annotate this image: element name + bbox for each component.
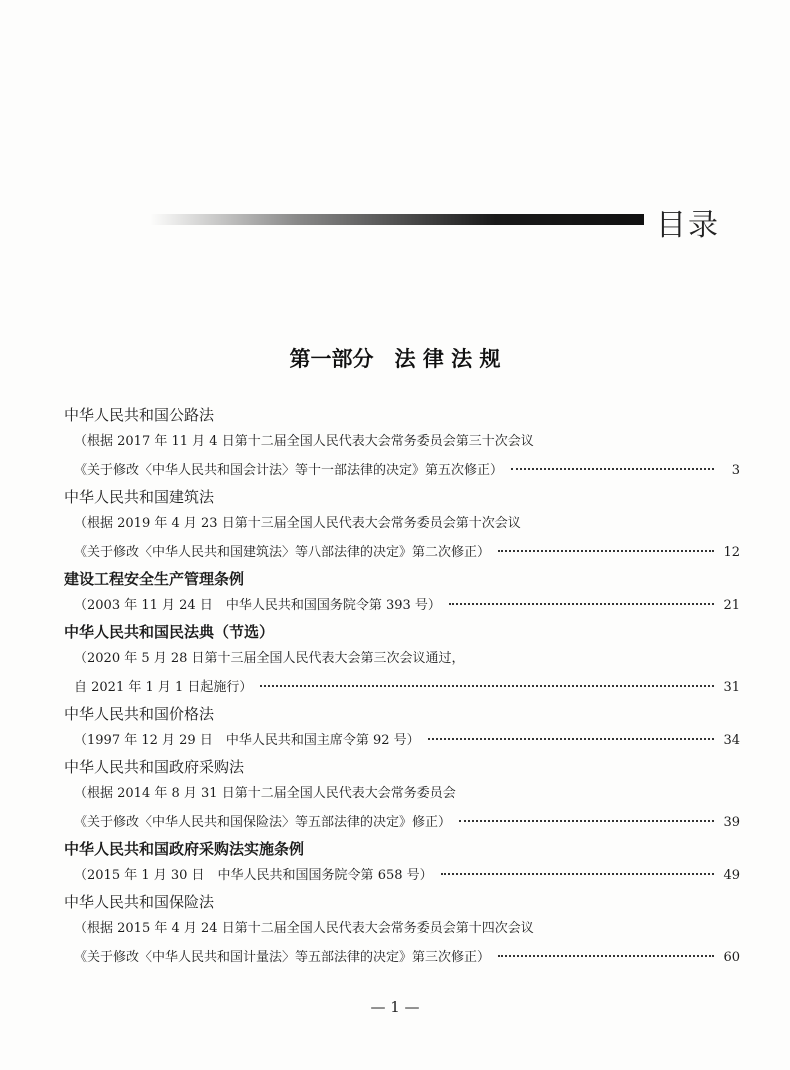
header-rule — [150, 214, 644, 225]
entry-note: （根据 2015 年 4 月 24 日第十二届全国人民代表大会常务委员会第十四次会议 — [74, 921, 534, 936]
entry-title[interactable]: 中华人民共和国建筑法 — [64, 488, 215, 506]
toc-entry[interactable] — [64, 567, 740, 620]
entry-title[interactable]: 中华人民共和国民法典（节选） — [64, 623, 275, 641]
dot-leader — [511, 468, 714, 470]
toc-entry[interactable] — [64, 890, 740, 972]
dot-leader — [498, 955, 714, 957]
toc-entry[interactable] — [64, 837, 740, 890]
dot-leader — [498, 550, 714, 552]
entry-note-last — [64, 673, 740, 702]
toc-entry[interactable] — [64, 702, 740, 755]
entry-note-text: （2015 年 1 月 30 日 中华人民共和国国务院令第 658 号） — [74, 868, 433, 883]
entry-title[interactable]: 中华人民共和国价格法 — [64, 705, 215, 723]
entry-title[interactable]: 中华人民共和国政府采购法实施条例 — [64, 840, 305, 858]
toc-heading: 目录 — [656, 208, 720, 243]
entry-note-text: 自 2021 年 1 月 1 日起施行） — [74, 680, 253, 695]
entry-note-text: 《关于修改〈中华人民共和国建筑法〉等八部法律的决定》第二次修正） — [74, 545, 491, 560]
entry-note-last — [64, 726, 740, 755]
entry-page-number[interactable]: 49 — [723, 868, 740, 883]
table-of-contents — [64, 403, 740, 972]
entry-note-text: 《关于修改〈中华人民共和国保险法〉等五部法律的决定》修正） — [74, 815, 452, 830]
entry-page-number[interactable]: 31 — [723, 680, 740, 695]
dot-leader — [449, 603, 714, 605]
entry-note: （根据 2014 年 8 月 31 日第十二届全国人民代表大会常务委员会 — [74, 786, 456, 801]
entry-note: （根据 2019 年 4 月 23 日第十三届全国人民代表大会常务委员会第十次会议 — [74, 516, 521, 531]
part-title: 第一部分 法 律 法 规 — [289, 347, 501, 371]
entry-note-last — [64, 943, 740, 972]
entry-note-text: （2003 年 11 月 24 日 中华人民共和国国务院令第 393 号） — [74, 598, 441, 613]
entry-note-text: 《关于修改〈中华人民共和国计量法〉等五部法律的决定》第三次修正） — [74, 950, 491, 965]
toc-entry[interactable] — [64, 620, 740, 702]
entry-page-number[interactable]: 21 — [723, 598, 740, 613]
entry-note-text: 《关于修改〈中华人民共和国会计法〉等十一部法律的决定》第五次修正） — [74, 463, 504, 478]
entry-title[interactable]: 中华人民共和国保险法 — [64, 893, 215, 911]
entry-note: （2020 年 5 月 28 日第十三届全国人民代表大会第三次会议通过， — [74, 651, 465, 666]
entry-note-last — [64, 808, 740, 837]
entry-note-last — [64, 861, 740, 890]
dot-leader — [428, 738, 714, 740]
entry-page-number[interactable]: 34 — [723, 733, 740, 748]
entry-note: （根据 2017 年 11 月 4 日第十二届全国人民代表大会常务委员会第三十次会议 — [74, 434, 534, 449]
toc-entry[interactable] — [64, 403, 740, 485]
entry-page-number[interactable]: 39 — [723, 815, 740, 830]
entry-title[interactable]: 中华人民共和国公路法 — [64, 406, 215, 424]
entry-page-number[interactable]: 12 — [723, 545, 740, 560]
entry-title[interactable]: 中华人民共和国政府采购法 — [64, 758, 245, 776]
dot-leader — [260, 685, 714, 687]
toc-entry[interactable] — [64, 485, 740, 567]
page-number: — 1 — — [370, 998, 420, 1016]
entry-page-number[interactable]: 3 — [731, 463, 740, 478]
entry-note-last — [64, 591, 740, 620]
dot-leader — [459, 820, 714, 822]
entry-note-last — [64, 538, 740, 567]
toc-entry[interactable] — [64, 755, 740, 837]
dot-leader — [441, 873, 714, 875]
entry-note-last — [64, 456, 740, 485]
entry-page-number[interactable]: 60 — [723, 950, 740, 965]
entry-title[interactable]: 建设工程安全生产管理条例 — [64, 570, 245, 588]
entry-note-text: （1997 年 12 月 29 日 中华人民共和国主席令第 92 号） — [74, 733, 420, 748]
